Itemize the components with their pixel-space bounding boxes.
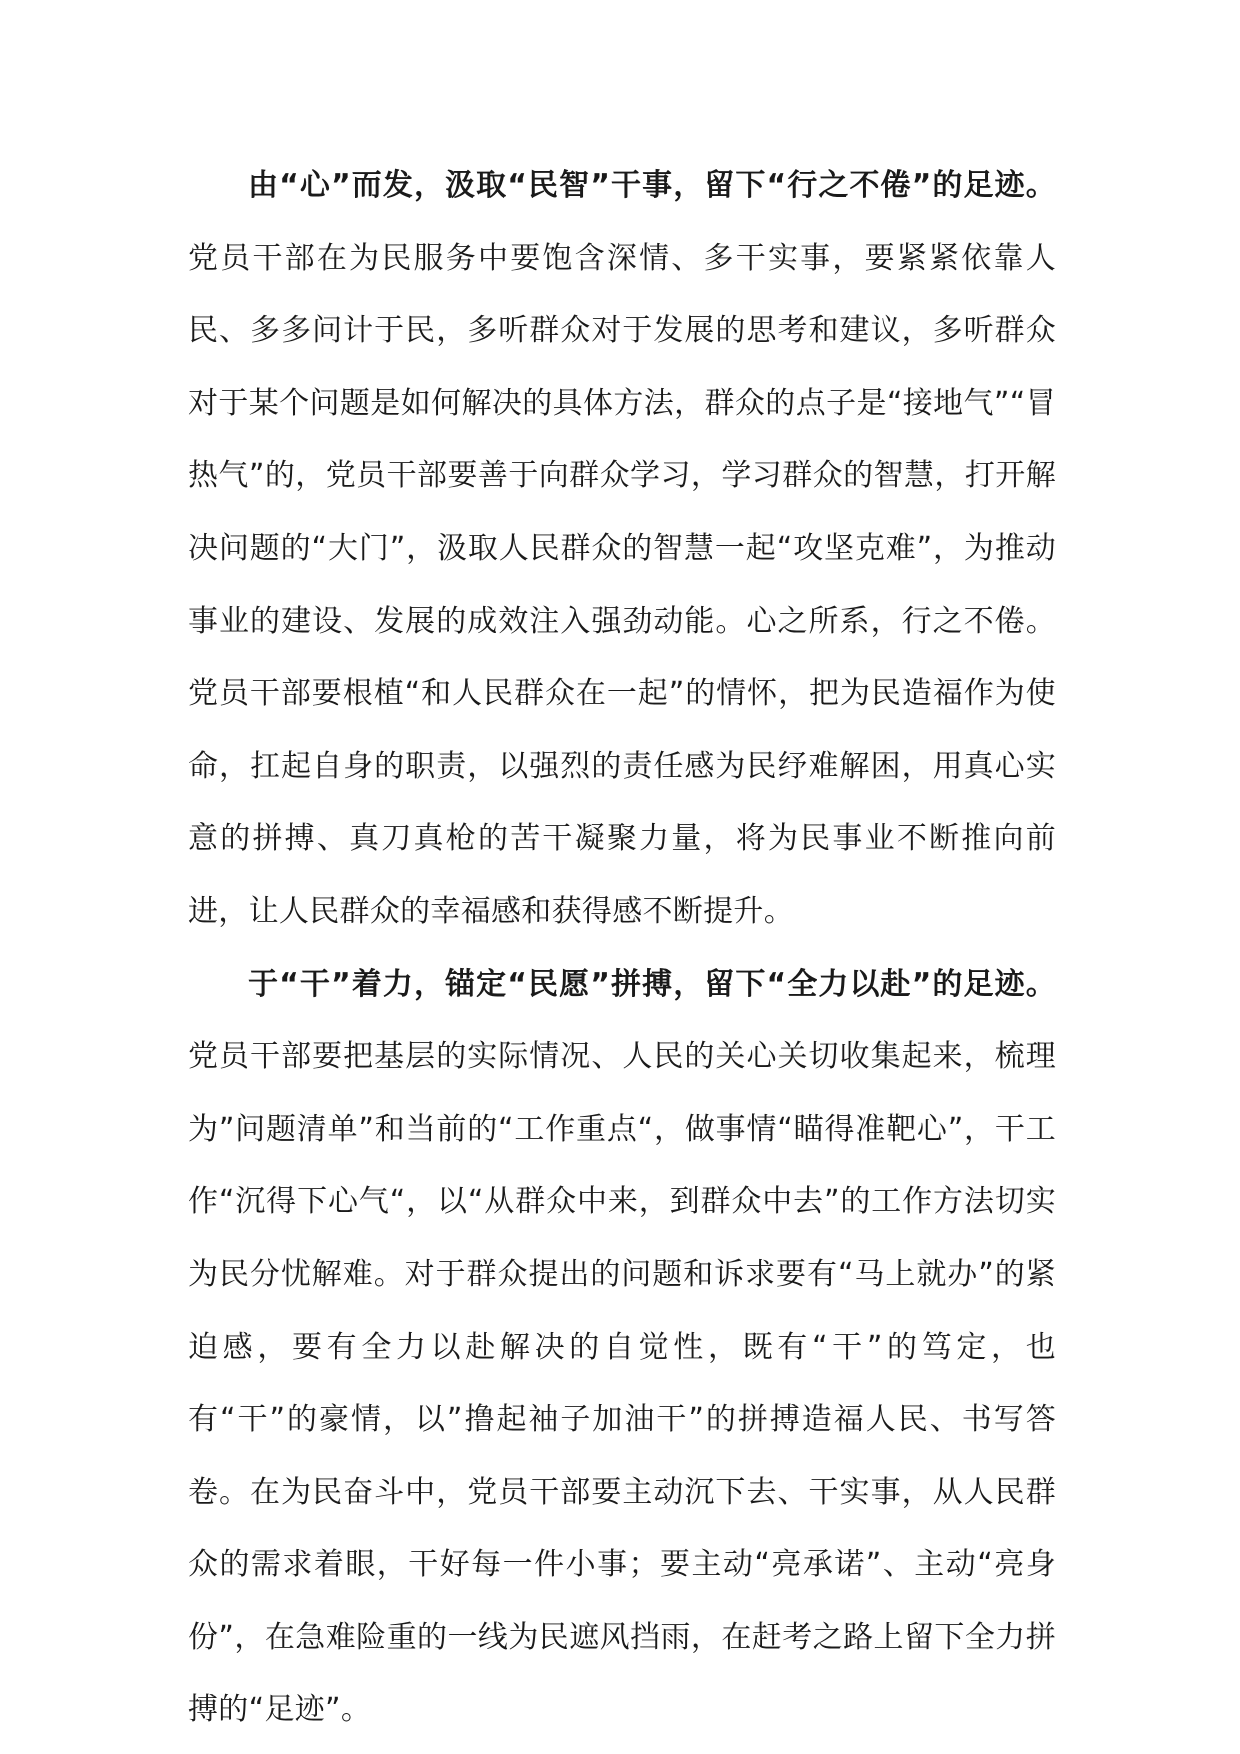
paragraph-heading: 由“心”而发，汲取“民智”干事，留下“行之不倦”的足迹。 xyxy=(248,168,1056,203)
paragraph-text: 党员干部要把基层的实际情况、人民的关心关切收集起来，梳理为”问题清单”和当前的“工作重点“，做事情“瞄得准靶心”，干工作“沉得下心气“，以“从群众中来，到群众中去”的工作方法切实为民分忧解难。对于群众提出的问题和诉求要有“马上就办”的紧迫感，要有全力以赴解决的自觉性，既有“干”的笃定，也有“干”的豪情，以”撸起袖子加油干”的拼搏造福人民、书写答卷。在为民奋斗中，党员干部要主动沉下去、干实事，从人民群众的需求着眼，干好每一件小事；要主动“亮承诺”、主动“亮身份”，在急难险重的一线为民遮风挡雨，在赶考之路上留下全力拼搏的“足迹”。 xyxy=(188,1039,1056,1728)
paragraph xyxy=(188,949,1056,1748)
paragraph-text: 党员干部在为民服务中要饱含深情、多干实事，要紧紧依靠人民、多多问计于民，多听群众对于发展的思考和建议，多听群众对于某个问题是如何解决的具体方法，群众的点子是“接地气”“冒热气”的，党员干部要善于向群众学习，学习群众的智慧，打开解决问题的“大门”，汲取人民群众的智慧一起“攻坚克难”，为推动事业的建设、发展的成效注入强劲动能。心之所系，行之不倦。党员干部要根植“和人民群众在一起”的情怀，把为民造福作为使命，扛起自身的职责，以强烈的责任感为民纾难解困，用真心实意的拼搏、真刀真枪的苦干凝聚力量，将为民事业不断推向前进，让人民群众的幸福感和获得感不断提升。 xyxy=(188,240,1056,929)
paragraph-heading: 于“干”着力，锚定“民愿”拼搏，留下“全力以赴”的足迹。 xyxy=(248,966,1056,1002)
document-body xyxy=(188,150,1056,1747)
paragraph xyxy=(188,150,1056,949)
